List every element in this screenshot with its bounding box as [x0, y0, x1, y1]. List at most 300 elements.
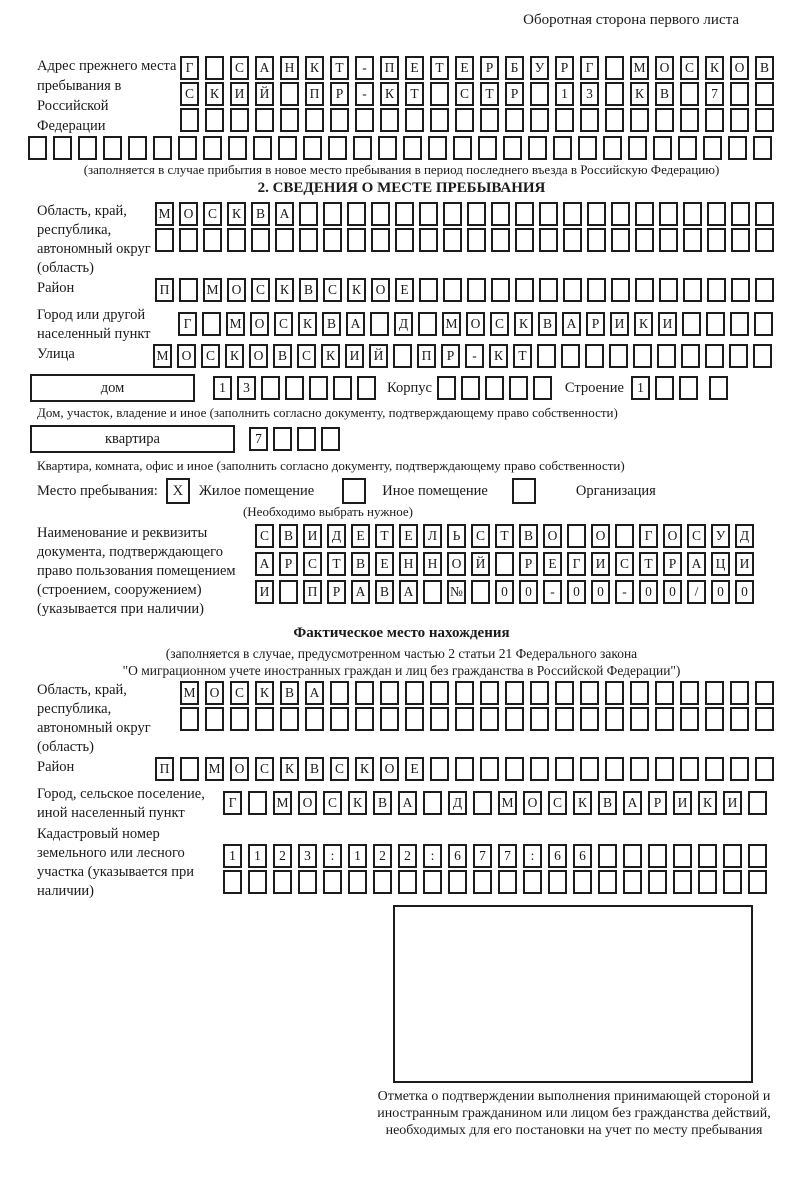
- char-cell[interactable]: [548, 870, 567, 894]
- char-cell[interactable]: [755, 228, 774, 252]
- char-cell[interactable]: Г: [178, 312, 197, 336]
- char-cell[interactable]: [659, 278, 678, 302]
- char-cell[interactable]: [323, 202, 342, 226]
- char-cell[interactable]: Р: [519, 552, 538, 576]
- char-cell[interactable]: К: [634, 312, 653, 336]
- char-cell[interactable]: [530, 707, 549, 731]
- char-cell[interactable]: [578, 136, 597, 160]
- char-cell[interactable]: Р: [586, 312, 605, 336]
- char-cell[interactable]: [683, 228, 702, 252]
- char-cell[interactable]: [355, 707, 374, 731]
- char-cell[interactable]: [418, 312, 437, 336]
- char-cell[interactable]: [330, 108, 349, 132]
- char-cell[interactable]: П: [417, 344, 436, 368]
- char-cell[interactable]: [748, 791, 767, 815]
- char-cell[interactable]: :: [523, 844, 542, 868]
- char-cell[interactable]: 7: [473, 844, 492, 868]
- char-cell[interactable]: [347, 202, 366, 226]
- char-cell[interactable]: Д: [327, 524, 346, 548]
- char-cell[interactable]: [443, 202, 462, 226]
- char-cell[interactable]: [748, 870, 767, 894]
- char-cell[interactable]: Т: [327, 552, 346, 576]
- char-cell[interactable]: [587, 278, 606, 302]
- char-cell[interactable]: В: [280, 681, 299, 705]
- char-cell[interactable]: И: [345, 344, 364, 368]
- char-cell[interactable]: [430, 681, 449, 705]
- char-cell[interactable]: Р: [279, 552, 298, 576]
- char-cell[interactable]: [603, 136, 622, 160]
- char-cell[interactable]: В: [251, 202, 270, 226]
- char-cell[interactable]: Б: [505, 56, 524, 80]
- char-cell[interactable]: П: [155, 278, 174, 302]
- char-cell[interactable]: [515, 228, 534, 252]
- char-cell[interactable]: Т: [513, 344, 532, 368]
- char-cell[interactable]: [395, 228, 414, 252]
- char-cell[interactable]: [680, 108, 699, 132]
- char-cell[interactable]: К: [225, 344, 244, 368]
- char-cell[interactable]: [755, 108, 774, 132]
- char-cell[interactable]: С: [203, 202, 222, 226]
- char-cell[interactable]: О: [380, 757, 399, 781]
- char-cell[interactable]: 0: [495, 580, 514, 604]
- char-cell[interactable]: [655, 681, 674, 705]
- char-cell[interactable]: Е: [351, 524, 370, 548]
- char-cell[interactable]: В: [373, 791, 392, 815]
- char-cell[interactable]: В: [519, 524, 538, 548]
- char-cell[interactable]: [659, 228, 678, 252]
- char-cell[interactable]: [275, 228, 294, 252]
- char-cell[interactable]: О: [179, 202, 198, 226]
- char-cell[interactable]: С: [455, 82, 474, 106]
- char-cell[interactable]: -: [543, 580, 562, 604]
- char-cell[interactable]: [705, 344, 724, 368]
- char-cell[interactable]: 2: [398, 844, 417, 868]
- char-cell[interactable]: А: [275, 202, 294, 226]
- char-cell[interactable]: 0: [567, 580, 586, 604]
- char-cell[interactable]: [373, 870, 392, 894]
- char-cell[interactable]: М: [498, 791, 517, 815]
- char-cell[interactable]: В: [279, 524, 298, 548]
- zhiloe-checkbox[interactable]: X: [166, 478, 190, 504]
- char-cell[interactable]: 3: [298, 844, 317, 868]
- char-cell[interactable]: 6: [573, 844, 592, 868]
- char-cell[interactable]: [430, 82, 449, 106]
- char-cell[interactable]: :: [323, 844, 342, 868]
- char-cell[interactable]: [403, 136, 422, 160]
- char-cell[interactable]: [730, 108, 749, 132]
- char-cell[interactable]: [309, 376, 328, 400]
- char-cell[interactable]: [261, 376, 280, 400]
- char-cell[interactable]: А: [623, 791, 642, 815]
- char-cell[interactable]: [681, 344, 700, 368]
- char-cell[interactable]: Т: [480, 82, 499, 106]
- char-cell[interactable]: Г: [567, 552, 586, 576]
- char-cell[interactable]: 0: [519, 580, 538, 604]
- char-cell[interactable]: [355, 681, 374, 705]
- char-cell[interactable]: 7: [249, 427, 268, 451]
- char-cell[interactable]: В: [351, 552, 370, 576]
- char-cell[interactable]: [503, 136, 522, 160]
- char-cell[interactable]: В: [273, 344, 292, 368]
- char-cell[interactable]: [748, 844, 767, 868]
- char-cell[interactable]: О: [466, 312, 485, 336]
- char-cell[interactable]: [443, 278, 462, 302]
- char-cell[interactable]: [205, 707, 224, 731]
- char-cell[interactable]: 7: [705, 82, 724, 106]
- char-cell[interactable]: [707, 228, 726, 252]
- char-cell[interactable]: Й: [471, 552, 490, 576]
- char-cell[interactable]: С: [471, 524, 490, 548]
- char-cell[interactable]: И: [303, 524, 322, 548]
- char-cell[interactable]: [179, 228, 198, 252]
- char-cell[interactable]: -: [355, 82, 374, 106]
- char-cell[interactable]: [754, 312, 773, 336]
- char-cell[interactable]: [228, 136, 247, 160]
- char-cell[interactable]: А: [346, 312, 365, 336]
- char-cell[interactable]: 0: [663, 580, 682, 604]
- char-cell[interactable]: А: [305, 681, 324, 705]
- char-cell[interactable]: Т: [430, 56, 449, 80]
- char-cell[interactable]: О: [730, 56, 749, 80]
- char-cell[interactable]: [755, 82, 774, 106]
- char-cell[interactable]: А: [398, 791, 417, 815]
- char-cell[interactable]: 1: [248, 844, 267, 868]
- char-cell[interactable]: О: [205, 681, 224, 705]
- char-cell[interactable]: [305, 108, 324, 132]
- char-cell[interactable]: [251, 228, 270, 252]
- char-cell[interactable]: [628, 136, 647, 160]
- char-cell[interactable]: [630, 757, 649, 781]
- char-cell[interactable]: [419, 202, 438, 226]
- char-cell[interactable]: [467, 278, 486, 302]
- char-cell[interactable]: [635, 228, 654, 252]
- char-cell[interactable]: [180, 108, 199, 132]
- char-cell[interactable]: [430, 757, 449, 781]
- char-cell[interactable]: [380, 707, 399, 731]
- char-cell[interactable]: 7: [498, 844, 517, 868]
- char-cell[interactable]: [371, 228, 390, 252]
- char-cell[interactable]: [563, 228, 582, 252]
- char-cell[interactable]: [537, 344, 556, 368]
- char-cell[interactable]: [423, 791, 442, 815]
- char-cell[interactable]: О: [249, 344, 268, 368]
- char-cell[interactable]: [730, 681, 749, 705]
- char-cell[interactable]: В: [755, 56, 774, 80]
- char-cell[interactable]: [28, 136, 47, 160]
- char-cell[interactable]: С: [303, 552, 322, 576]
- char-cell[interactable]: [153, 136, 172, 160]
- char-cell[interactable]: В: [299, 278, 318, 302]
- char-cell[interactable]: [467, 202, 486, 226]
- char-cell[interactable]: У: [711, 524, 730, 548]
- char-cell[interactable]: [731, 202, 750, 226]
- char-cell[interactable]: [480, 757, 499, 781]
- char-cell[interactable]: Й: [369, 344, 388, 368]
- char-cell[interactable]: 1: [348, 844, 367, 868]
- char-cell[interactable]: [755, 278, 774, 302]
- char-cell[interactable]: [248, 791, 267, 815]
- char-cell[interactable]: [455, 681, 474, 705]
- char-cell[interactable]: [419, 278, 438, 302]
- char-cell[interactable]: [539, 228, 558, 252]
- char-cell[interactable]: 2: [373, 844, 392, 868]
- char-cell[interactable]: Р: [480, 56, 499, 80]
- char-cell[interactable]: 3: [237, 376, 256, 400]
- char-cell[interactable]: [509, 376, 528, 400]
- char-cell[interactable]: -: [465, 344, 484, 368]
- char-cell[interactable]: [567, 524, 586, 548]
- char-cell[interactable]: [623, 870, 642, 894]
- char-cell[interactable]: [755, 202, 774, 226]
- char-cell[interactable]: [605, 757, 624, 781]
- char-cell[interactable]: И: [735, 552, 754, 576]
- char-cell[interactable]: И: [255, 580, 274, 604]
- char-cell[interactable]: [155, 228, 174, 252]
- char-cell[interactable]: И: [673, 791, 692, 815]
- char-cell[interactable]: О: [177, 344, 196, 368]
- char-cell[interactable]: [378, 136, 397, 160]
- char-cell[interactable]: Т: [639, 552, 658, 576]
- char-cell[interactable]: [709, 376, 728, 400]
- char-cell[interactable]: С: [687, 524, 706, 548]
- char-cell[interactable]: [515, 278, 534, 302]
- char-cell[interactable]: М: [630, 56, 649, 80]
- char-cell[interactable]: И: [723, 791, 742, 815]
- char-cell[interactable]: [611, 228, 630, 252]
- char-cell[interactable]: [253, 136, 272, 160]
- char-cell[interactable]: [680, 707, 699, 731]
- char-cell[interactable]: [753, 136, 772, 160]
- char-cell[interactable]: [673, 844, 692, 868]
- char-cell[interactable]: [428, 136, 447, 160]
- char-cell[interactable]: [299, 202, 318, 226]
- char-cell[interactable]: [280, 82, 299, 106]
- char-cell[interactable]: С: [548, 791, 567, 815]
- char-cell[interactable]: 1: [213, 376, 232, 400]
- char-cell[interactable]: [285, 376, 304, 400]
- char-cell[interactable]: 0: [711, 580, 730, 604]
- char-cell[interactable]: [707, 278, 726, 302]
- char-cell[interactable]: [729, 344, 748, 368]
- char-cell[interactable]: [683, 202, 702, 226]
- char-cell[interactable]: [333, 376, 352, 400]
- char-cell[interactable]: [698, 844, 717, 868]
- char-cell[interactable]: №: [447, 580, 466, 604]
- char-cell[interactable]: /: [687, 580, 706, 604]
- char-cell[interactable]: С: [230, 681, 249, 705]
- char-cell[interactable]: [563, 278, 582, 302]
- char-cell[interactable]: [630, 108, 649, 132]
- char-cell[interactable]: Г: [580, 56, 599, 80]
- char-cell[interactable]: Е: [455, 56, 474, 80]
- char-cell[interactable]: С: [323, 278, 342, 302]
- char-cell[interactable]: [611, 278, 630, 302]
- char-cell[interactable]: [505, 108, 524, 132]
- char-cell[interactable]: [755, 757, 774, 781]
- char-cell[interactable]: 3: [580, 82, 599, 106]
- char-cell[interactable]: [580, 108, 599, 132]
- char-cell[interactable]: [723, 844, 742, 868]
- char-cell[interactable]: С: [230, 56, 249, 80]
- char-cell[interactable]: [623, 844, 642, 868]
- char-cell[interactable]: [515, 202, 534, 226]
- char-cell[interactable]: Е: [405, 757, 424, 781]
- char-cell[interactable]: [753, 344, 772, 368]
- char-cell[interactable]: [630, 681, 649, 705]
- char-cell[interactable]: [678, 136, 697, 160]
- char-cell[interactable]: [555, 707, 574, 731]
- char-cell[interactable]: В: [322, 312, 341, 336]
- char-cell[interactable]: [103, 136, 122, 160]
- char-cell[interactable]: О: [227, 278, 246, 302]
- char-cell[interactable]: Р: [441, 344, 460, 368]
- char-cell[interactable]: Й: [255, 82, 274, 106]
- char-cell[interactable]: И: [591, 552, 610, 576]
- inoe-checkbox[interactable]: [342, 478, 366, 504]
- char-cell[interactable]: [580, 707, 599, 731]
- char-cell[interactable]: [705, 757, 724, 781]
- char-cell[interactable]: [423, 580, 442, 604]
- char-cell[interactable]: О: [371, 278, 390, 302]
- char-cell[interactable]: С: [255, 524, 274, 548]
- char-cell[interactable]: О: [591, 524, 610, 548]
- char-cell[interactable]: О: [655, 56, 674, 80]
- char-cell[interactable]: Р: [330, 82, 349, 106]
- char-cell[interactable]: [491, 228, 510, 252]
- char-cell[interactable]: [395, 202, 414, 226]
- char-cell[interactable]: [278, 136, 297, 160]
- char-cell[interactable]: А: [687, 552, 706, 576]
- char-cell[interactable]: И: [230, 82, 249, 106]
- char-cell[interactable]: [255, 108, 274, 132]
- char-cell[interactable]: Д: [448, 791, 467, 815]
- char-cell[interactable]: [473, 791, 492, 815]
- dom-field[interactable]: дом: [30, 374, 195, 402]
- char-cell[interactable]: Т: [375, 524, 394, 548]
- char-cell[interactable]: [303, 136, 322, 160]
- char-cell[interactable]: Е: [375, 552, 394, 576]
- char-cell[interactable]: [605, 56, 624, 80]
- char-cell[interactable]: К: [280, 757, 299, 781]
- char-cell[interactable]: [437, 376, 456, 400]
- char-cell[interactable]: [273, 427, 292, 451]
- char-cell[interactable]: [203, 136, 222, 160]
- char-cell[interactable]: К: [205, 82, 224, 106]
- char-cell[interactable]: Н: [280, 56, 299, 80]
- char-cell[interactable]: Е: [543, 552, 562, 576]
- char-cell[interactable]: О: [250, 312, 269, 336]
- char-cell[interactable]: 6: [548, 844, 567, 868]
- char-cell[interactable]: [430, 707, 449, 731]
- char-cell[interactable]: [455, 757, 474, 781]
- char-cell[interactable]: Р: [505, 82, 524, 106]
- char-cell[interactable]: С: [680, 56, 699, 80]
- char-cell[interactable]: [657, 344, 676, 368]
- char-cell[interactable]: Л: [423, 524, 442, 548]
- char-cell[interactable]: А: [255, 56, 274, 80]
- char-cell[interactable]: [180, 757, 199, 781]
- char-cell[interactable]: У: [530, 56, 549, 80]
- char-cell[interactable]: [648, 844, 667, 868]
- char-cell[interactable]: [530, 757, 549, 781]
- char-cell[interactable]: [630, 707, 649, 731]
- char-cell[interactable]: [528, 136, 547, 160]
- char-cell[interactable]: [279, 580, 298, 604]
- char-cell[interactable]: [615, 524, 634, 548]
- char-cell[interactable]: [347, 228, 366, 252]
- char-cell[interactable]: [605, 108, 624, 132]
- char-cell[interactable]: М: [180, 681, 199, 705]
- char-cell[interactable]: О: [663, 524, 682, 548]
- char-cell[interactable]: С: [297, 344, 316, 368]
- kvartira-field[interactable]: квартира: [30, 425, 235, 453]
- char-cell[interactable]: [443, 228, 462, 252]
- char-cell[interactable]: П: [155, 757, 174, 781]
- char-cell[interactable]: С: [323, 791, 342, 815]
- char-cell[interactable]: К: [355, 757, 374, 781]
- char-cell[interactable]: М: [155, 202, 174, 226]
- char-cell[interactable]: К: [489, 344, 508, 368]
- char-cell[interactable]: [455, 707, 474, 731]
- char-cell[interactable]: [635, 278, 654, 302]
- char-cell[interactable]: М: [153, 344, 172, 368]
- char-cell[interactable]: [371, 202, 390, 226]
- char-cell[interactable]: [280, 707, 299, 731]
- char-cell[interactable]: Р: [663, 552, 682, 576]
- char-cell[interactable]: [555, 108, 574, 132]
- char-cell[interactable]: [683, 278, 702, 302]
- char-cell[interactable]: [655, 108, 674, 132]
- char-cell[interactable]: [298, 870, 317, 894]
- char-cell[interactable]: [178, 136, 197, 160]
- char-cell[interactable]: М: [205, 757, 224, 781]
- char-cell[interactable]: [680, 681, 699, 705]
- char-cell[interactable]: [273, 870, 292, 894]
- char-cell[interactable]: В: [538, 312, 557, 336]
- char-cell[interactable]: [495, 552, 514, 576]
- char-cell[interactable]: М: [203, 278, 222, 302]
- char-cell[interactable]: Д: [394, 312, 413, 336]
- char-cell[interactable]: А: [399, 580, 418, 604]
- char-cell[interactable]: [405, 108, 424, 132]
- char-cell[interactable]: 0: [735, 580, 754, 604]
- char-cell[interactable]: К: [705, 56, 724, 80]
- char-cell[interactable]: [539, 202, 558, 226]
- char-cell[interactable]: В: [305, 757, 324, 781]
- char-cell[interactable]: [455, 108, 474, 132]
- char-cell[interactable]: [223, 870, 242, 894]
- char-cell[interactable]: [480, 108, 499, 132]
- char-cell[interactable]: [380, 108, 399, 132]
- char-cell[interactable]: [755, 707, 774, 731]
- char-cell[interactable]: К: [275, 278, 294, 302]
- char-cell[interactable]: [205, 56, 224, 80]
- char-cell[interactable]: [706, 312, 725, 336]
- char-cell[interactable]: :: [423, 844, 442, 868]
- char-cell[interactable]: [348, 870, 367, 894]
- char-cell[interactable]: [605, 82, 624, 106]
- char-cell[interactable]: [505, 681, 524, 705]
- char-cell[interactable]: [478, 136, 497, 160]
- char-cell[interactable]: С: [615, 552, 634, 576]
- char-cell[interactable]: С: [201, 344, 220, 368]
- char-cell[interactable]: [605, 681, 624, 705]
- char-cell[interactable]: [202, 312, 221, 336]
- char-cell[interactable]: Н: [423, 552, 442, 576]
- char-cell[interactable]: [587, 202, 606, 226]
- char-cell[interactable]: В: [598, 791, 617, 815]
- char-cell[interactable]: С: [274, 312, 293, 336]
